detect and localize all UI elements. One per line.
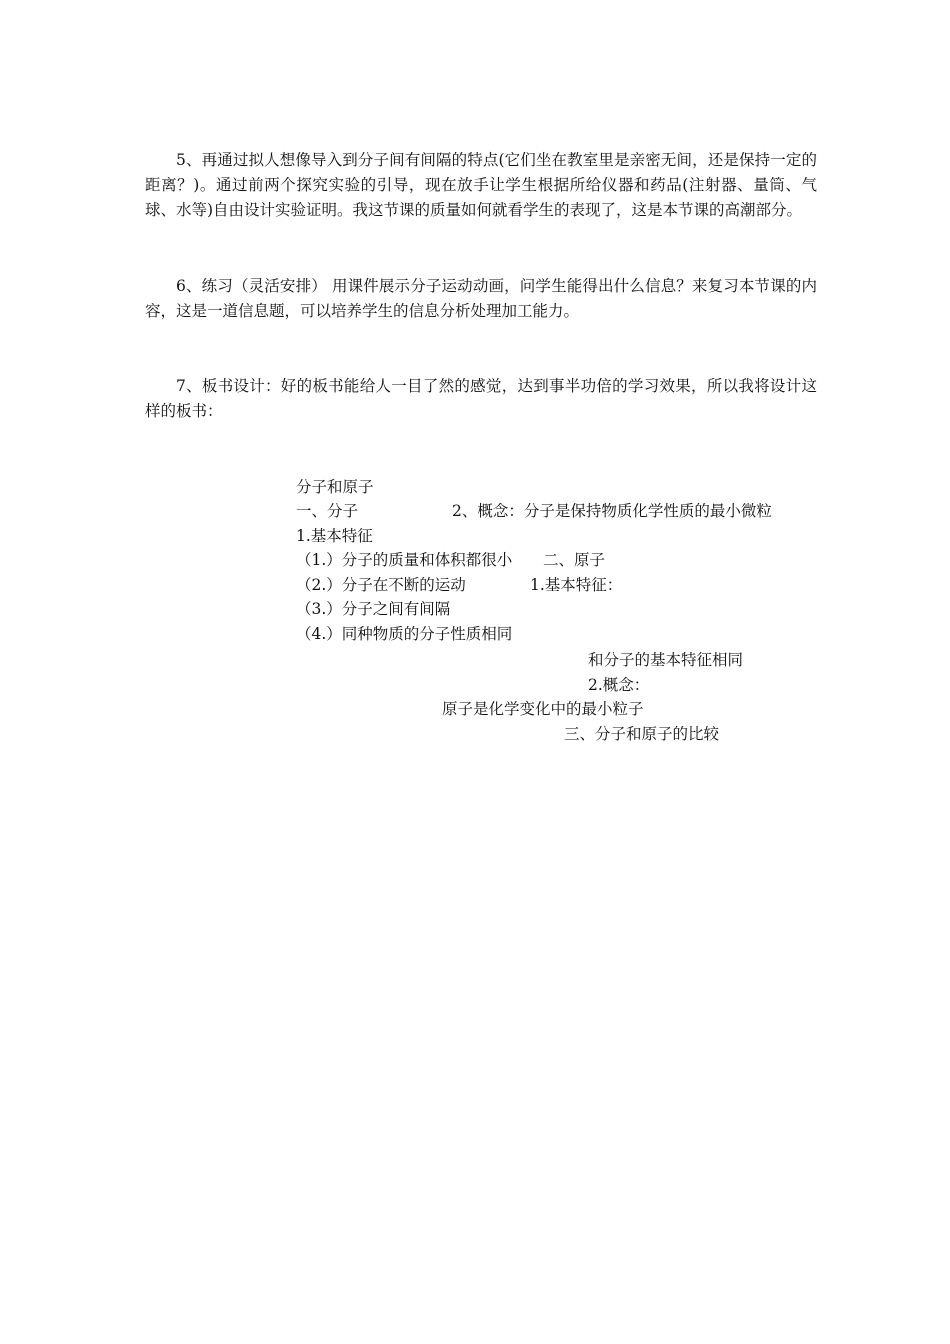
paragraph-7: 7、板书设计：好的板书能给人一目了然的感觉，达到事半功倍的学习效果，所以我将设计这样的板书： bbox=[145, 377, 817, 420]
paragraph-6: 6、练习（灵活安排） 用课件展示分子运动动画，问学生能得出什么信息？来复习本节课的内容，这是一道信息题，可以培养学生的信息分析处理加工能力。 bbox=[145, 277, 817, 320]
board-feature-4: （4.）同种物质的分子性质相同 bbox=[296, 625, 513, 643]
board-atom-features: 1.基本特征： bbox=[530, 576, 623, 594]
paragraph-5: 5、再通过拟人想像导入到分子间有间隔的特点(它们坐在教室里是亲密无间，还是保持一定的距离？)。通过前两个探究实验的引导，现在放手让学生根据所给仪器和药品(注射器、量筒、气球、水等)自由设计实验证明。我这节课的质量如何就看学生的表现了，这是本节课的高潮部分。 bbox=[145, 151, 817, 219]
board-section-molecule: 一、分子 bbox=[296, 502, 359, 520]
board-feature-1: （1.）分子的质量和体积都很小 bbox=[296, 551, 513, 569]
board-atom-concept: 2.概念： bbox=[588, 676, 650, 694]
board-atom-same-features: 和分子的基本特征相同 bbox=[588, 651, 744, 669]
board-section-comparison: 三、分子和原子的比较 bbox=[564, 725, 720, 743]
board-section-atom: 二、原子 bbox=[543, 551, 606, 569]
board-molecule-concept: 2、概念：分子是保持物质化学性质的最小微粒 bbox=[452, 502, 772, 520]
board-feature-2: （2.）分子在不断的运动 bbox=[296, 576, 466, 594]
board-title: 分子和原子 bbox=[296, 478, 374, 496]
board-atom-definition: 原子是化学变化中的最小粒子 bbox=[442, 700, 644, 718]
board-feature-3: （3.）分子之间有间隔 bbox=[296, 600, 451, 618]
board-molecule-features: 1.基本特征 bbox=[296, 527, 373, 545]
